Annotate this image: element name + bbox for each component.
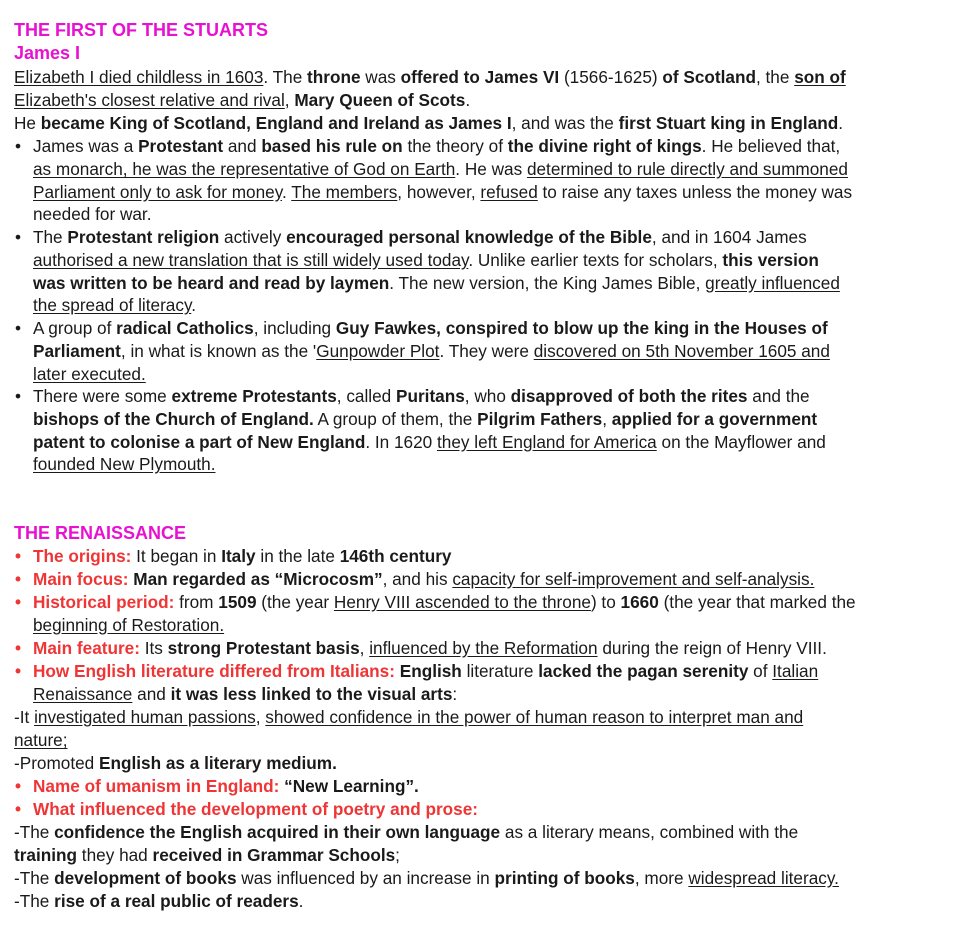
list-item: [0, 775, 419, 798]
text-span: Its: [139, 638, 168, 658]
text-line: [33, 798, 478, 821]
text-span: they left England for America: [437, 431, 657, 452]
text-span: nature;: [14, 730, 68, 750]
text-span: . The: [263, 67, 308, 87]
text-span: Guy Fawkes, conspired to blow up the king in the Houses of: [335, 318, 828, 338]
text-span: ,: [359, 638, 370, 658]
text-line: [33, 135, 852, 158]
text-span: on the Mayflower and: [656, 431, 826, 452]
text-span: the spread of literacy: [33, 295, 192, 316]
text-span: capacity for self-improvement and self-analysis.: [452, 569, 815, 589]
text-span: discovered on 5th November 1605 and: [533, 340, 830, 361]
text-line: [33, 408, 826, 431]
text-span: , and his: [382, 569, 453, 589]
text-span: . The new version, the King James Bible,: [389, 272, 706, 293]
text-span: influenced by the Reformation: [369, 638, 598, 658]
text-span: , in what is known as the ': [120, 340, 317, 361]
text-span: applied for a government: [611, 408, 818, 429]
text-span: it was less linked to the visual arts: [170, 683, 453, 704]
text-span: widespread literacy.: [688, 868, 839, 888]
text-span: offered to James VI: [400, 67, 560, 87]
text-span: .: [465, 90, 471, 110]
text-line: [33, 683, 818, 706]
bullet-icon: •: [15, 776, 22, 796]
list-item: [0, 591, 856, 637]
text-span: Protestant religion: [67, 227, 220, 247]
text-span: rise of a real public of readers: [54, 891, 299, 911]
text-span: English as a literary medium.: [99, 753, 337, 773]
list-item: [0, 660, 818, 706]
text-span: , the: [755, 67, 795, 87]
bullet-icon: •: [15, 799, 22, 819]
text-span: The members: [291, 181, 398, 202]
text-span: refused: [480, 181, 538, 202]
text-span: showed confidence in the power of human reason to interpret man and: [265, 707, 804, 727]
text-span: received in Grammar Schools: [152, 845, 396, 865]
text-span: . They were: [439, 340, 534, 361]
text-line: [33, 203, 852, 226]
bullet-icon: •: [15, 386, 22, 406]
text-span: authorised a new translation that is still widely used today: [33, 249, 469, 270]
text-span: James was a: [33, 136, 139, 156]
list-item: [0, 637, 827, 660]
intro-line-3: [14, 112, 843, 135]
bullet-icon: •: [15, 638, 22, 658]
text-line: [14, 844, 400, 867]
text-span: , called: [336, 386, 397, 406]
text-span: the theory of: [402, 136, 508, 156]
intro-line-1: [14, 66, 846, 89]
text-line: [33, 272, 840, 295]
text-span: 1509: [218, 592, 257, 612]
text-span: Renaissance: [33, 683, 133, 704]
text-span: strong Protestant basis: [167, 638, 360, 658]
text-span: as monarch, he was the representative of God on Earth: [33, 158, 456, 179]
text-span: Man regarded as “Microcosm”: [133, 569, 383, 589]
text-span: this version: [722, 249, 819, 270]
text-span: English: [399, 661, 462, 681]
text-span: was influenced by an increase in: [236, 868, 495, 888]
text-span: from: [174, 592, 219, 612]
text-span: A group of: [33, 318, 117, 338]
bullet-icon: •: [15, 546, 22, 566]
text-span: -The: [14, 891, 55, 911]
text-span: of: [748, 661, 773, 681]
text-span: He: [14, 113, 41, 133]
text-span: development of books: [54, 868, 237, 888]
text-span: disapproved of both the rites: [510, 386, 748, 406]
text-span: extreme Protestants: [171, 386, 337, 406]
text-line: [33, 568, 814, 591]
text-span: was: [360, 67, 401, 87]
text-line: [33, 637, 827, 660]
text-span: A group of them, the: [313, 408, 478, 429]
text-span: son of: [794, 67, 846, 87]
text-span: Puritans: [396, 386, 465, 406]
text-span: Mary Queen of Scots: [294, 90, 466, 110]
text-span: later executed.: [33, 363, 146, 384]
text-span: founded New Plymouth.: [33, 454, 216, 475]
text-span: Elizabeth's closest relative and rival: [14, 90, 285, 110]
text-span: investigated human passions: [34, 707, 256, 727]
text-span: .: [282, 181, 292, 202]
text-span: during the reign of Henry VIII.: [597, 638, 827, 658]
text-span: to raise any taxes unless the money was: [537, 181, 853, 202]
text-span: “New Learning”.: [284, 776, 419, 796]
text-span: training: [14, 845, 78, 865]
text-span: ,: [602, 408, 612, 429]
text-span: as a literary means, combined with the: [500, 822, 799, 842]
text-span: of Scotland: [662, 67, 756, 87]
text-span: -It: [14, 707, 35, 727]
bullet-icon: •: [15, 569, 22, 589]
text-span: Protestant: [138, 136, 224, 156]
text-span: There were some: [33, 386, 172, 406]
text-span: -Promoted: [14, 753, 100, 773]
text-line: [33, 158, 852, 181]
text-span: , including: [253, 318, 336, 338]
bullet-icon: •: [15, 227, 22, 247]
text-line: [33, 660, 818, 683]
list-item: [0, 317, 830, 385]
text-line: [33, 385, 826, 408]
text-span: , and was the: [511, 113, 619, 133]
text-span: encouraged personal knowledge of the Bible: [286, 227, 652, 247]
text-span: they had: [77, 845, 153, 865]
text-span: bishops of the Church of England.: [33, 408, 314, 429]
text-span: (the year that marked the: [658, 592, 856, 612]
text-span: ;: [395, 845, 400, 865]
text-span: Main focus:: [33, 569, 129, 589]
text-span: . He believed that,: [701, 136, 841, 156]
bullet-icon: •: [15, 661, 22, 681]
list-item: [0, 568, 814, 591]
text-line: [33, 340, 830, 363]
text-span: , more: [634, 868, 689, 888]
text-span: The: [33, 227, 68, 247]
text-line: [33, 591, 856, 614]
text-line: [33, 249, 840, 272]
text-span: based his rule on: [261, 136, 403, 156]
text-span: Pilgrim Fathers: [477, 408, 603, 429]
text-line: [14, 752, 337, 775]
text-span: printing of books: [494, 868, 635, 888]
text-line: [33, 317, 830, 340]
list-item: [0, 135, 852, 226]
text-span: beginning of Restoration.: [33, 614, 225, 635]
text-span: Henry VIII ascended to the throne: [333, 592, 591, 612]
section-title-renaissance: THE RENAISSANCE: [14, 523, 187, 543]
text-span: Main feature:: [33, 638, 140, 658]
text-line: [33, 181, 852, 204]
text-span: needed for war.: [33, 204, 152, 225]
text-span: patent to colonise a part of New England: [33, 431, 366, 452]
text-span: Gunpowder Plot: [316, 340, 440, 361]
text-span: first Stuart king in England: [618, 113, 839, 133]
text-span: . Unlike earlier texts for scholars,: [468, 249, 723, 270]
text-line: [33, 545, 451, 568]
text-span: Name of umanism in England:: [33, 776, 280, 796]
text-line: [14, 867, 839, 890]
subsection-title-james: James I: [14, 43, 81, 63]
text-span: .: [298, 891, 304, 911]
text-span: and the: [747, 386, 810, 406]
text-span: radical Catholics: [116, 318, 254, 338]
list-item: [0, 545, 451, 568]
text-span: ,: [255, 707, 266, 727]
text-span: Historical period:: [33, 592, 175, 612]
text-span: 146th century: [339, 546, 452, 566]
text-span: ) to: [590, 592, 621, 612]
text-span: What influenced the development of poetry and prose:: [33, 799, 479, 819]
text-span: and: [132, 683, 171, 704]
text-span: .: [191, 295, 197, 316]
text-span: . He was: [455, 158, 527, 179]
text-line: [33, 363, 830, 386]
list-item: [0, 385, 826, 476]
text-span: was written to be heard and read by laymen: [33, 272, 390, 293]
text-span: Italian: [772, 661, 819, 681]
text-span: determined to rule directly and summoned: [526, 158, 848, 179]
section-title-stuarts: THE FIRST OF THE STUARTS: [14, 20, 268, 40]
intro-line-2: [14, 89, 470, 112]
text-span: .: [838, 113, 844, 133]
text-span: in the late: [255, 546, 340, 566]
text-line: [33, 226, 840, 249]
text-span: literature: [461, 661, 539, 681]
text-span: :: [452, 683, 458, 704]
text-line: [14, 821, 798, 844]
text-line: [33, 453, 826, 476]
text-span: lacked the pagan serenity: [538, 661, 749, 681]
text-line: [14, 890, 303, 913]
text-span: Parliament only to ask for money: [33, 181, 283, 202]
text-span: became King of Scotland, England and Ireland as James I: [40, 113, 512, 133]
text-line: [33, 775, 419, 798]
text-span: the divine right of kings: [507, 136, 702, 156]
text-span: It began in: [131, 546, 222, 566]
bullet-icon: •: [15, 592, 22, 612]
text-span: actively: [219, 227, 287, 247]
text-line: [33, 431, 826, 454]
text-span: confidence the English acquired in their own language: [54, 822, 501, 842]
text-span: Italy: [221, 546, 256, 566]
list-item: [0, 226, 840, 317]
text-span: . In 1620: [365, 431, 437, 452]
text-span: The origins:: [33, 546, 132, 566]
bullet-icon: •: [15, 318, 22, 338]
text-span: -The: [14, 822, 55, 842]
text-line: [14, 729, 68, 752]
text-span: , however,: [397, 181, 481, 202]
text-span: How English literature differed from Italians:: [33, 661, 395, 681]
text-span: , who: [464, 386, 511, 406]
text-line: [33, 294, 840, 317]
text-span: (1566-1625): [559, 67, 663, 87]
text-span: 1660: [620, 592, 659, 612]
bullet-icon: •: [15, 136, 22, 156]
text-span: ,: [284, 90, 295, 110]
text-span: Parliament: [33, 340, 121, 361]
text-span: and: [223, 136, 262, 156]
text-span: -The: [14, 868, 55, 888]
text-span: greatly influenced: [705, 272, 840, 293]
text-line: [14, 706, 803, 729]
list-item: [0, 798, 478, 821]
text-span: throne: [307, 67, 361, 87]
text-span: , and in 1604 James: [651, 227, 807, 247]
text-line: [33, 614, 856, 637]
text-span: Elizabeth I died childless in 1603: [14, 67, 264, 87]
text-span: (the year: [256, 592, 334, 612]
